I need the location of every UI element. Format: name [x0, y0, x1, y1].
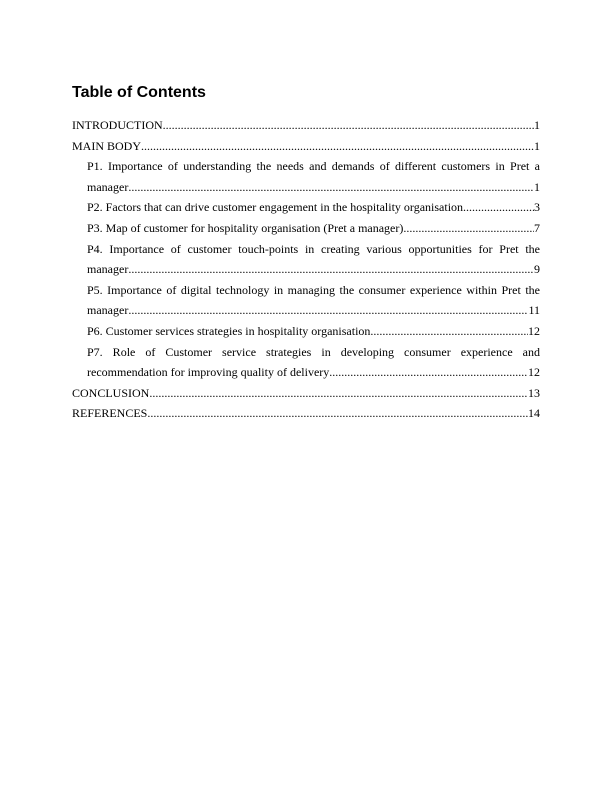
toc-line	[87, 362, 540, 383]
toc-entry-label: P3. Map of customer for hospitality organisation (Pret a manager)	[87, 220, 404, 235]
toc-entry-p4[interactable]	[72, 239, 540, 280]
toc-page-number: 7	[534, 220, 540, 235]
toc-entry-label: P5. Importance of digital technology in managing the consumer experience within Pret the	[87, 282, 540, 297]
toc-entry-label-continued: recommendation for improving quality of delivery	[87, 365, 330, 380]
toc-entry-conclusion[interactable]	[72, 383, 540, 404]
toc-entry-label: P2. Factors that can drive customer engagement in the hospitality organisation	[87, 200, 464, 215]
toc-entry-references[interactable]	[72, 403, 540, 424]
dot-leader	[329, 362, 528, 383]
toc-page-number: 1	[534, 179, 540, 194]
toc-page-number: 1	[534, 118, 540, 132]
toc-line	[87, 177, 540, 198]
toc-entry-main-body[interactable]	[72, 136, 540, 157]
toc-page-number: 12	[528, 365, 540, 380]
toc-line	[87, 259, 540, 280]
dot-leader	[141, 136, 534, 157]
toc-page-number: 9	[534, 262, 540, 277]
toc-entry-label-continued: manager	[87, 179, 129, 194]
dot-leader	[163, 115, 534, 136]
toc-line	[72, 115, 540, 136]
toc-page-number: 14	[528, 406, 540, 421]
toc-page-number: 12	[528, 323, 540, 338]
toc-page-number: 3	[534, 200, 540, 215]
toc-entry-label: P6. Customer services strategies in hospitality organisation	[87, 323, 371, 338]
dot-leader	[128, 300, 528, 321]
toc-entry-label: CONCLUSION	[72, 385, 150, 400]
dot-leader	[463, 197, 534, 218]
toc-entry-label: P7. Role of Customer service strategies in developing consumer experience and	[87, 344, 540, 359]
toc-entry-p5[interactable]	[72, 280, 540, 321]
dot-leader	[370, 321, 528, 342]
toc-line	[72, 403, 540, 424]
toc-entry-label: P1. Importance of understanding the needs and demands of different customers in Pret a	[87, 159, 540, 174]
dot-leader	[128, 177, 534, 198]
toc-entry-label: INTRODUCTION	[72, 118, 163, 132]
dot-leader	[128, 259, 534, 280]
toc-line	[87, 197, 540, 218]
dot-leader	[403, 218, 534, 239]
toc-entry-label: MAIN BODY	[72, 138, 141, 153]
toc-entry-p7[interactable]	[72, 342, 540, 383]
toc-line	[87, 218, 540, 239]
toc-page-number: 1	[534, 138, 540, 153]
toc-entry-p6[interactable]	[72, 321, 540, 342]
toc-entry-p1[interactable]	[72, 156, 540, 197]
dot-leader	[149, 383, 528, 404]
toc-title: Table of Contents	[72, 84, 206, 101]
toc-line	[87, 300, 540, 321]
toc-line	[87, 321, 540, 342]
toc-entry-label: REFERENCES	[72, 406, 148, 421]
toc-entry-p3[interactable]	[72, 218, 540, 239]
toc-page-number: 11	[528, 303, 540, 318]
toc-entry-label: P4. Importance of customer touch-points in creating various opportunities for Pret the	[87, 241, 540, 256]
toc-entry-label-continued: manager	[87, 303, 129, 318]
toc-entry-p2[interactable]	[72, 197, 540, 218]
dot-leader	[147, 403, 528, 424]
table-of-contents	[72, 115, 540, 424]
toc-page-number: 13	[528, 385, 540, 400]
toc-entry-label-continued: manager	[87, 262, 129, 277]
toc-entry-introduction[interactable]	[72, 115, 540, 136]
toc-line	[72, 136, 540, 157]
toc-line	[72, 383, 540, 404]
